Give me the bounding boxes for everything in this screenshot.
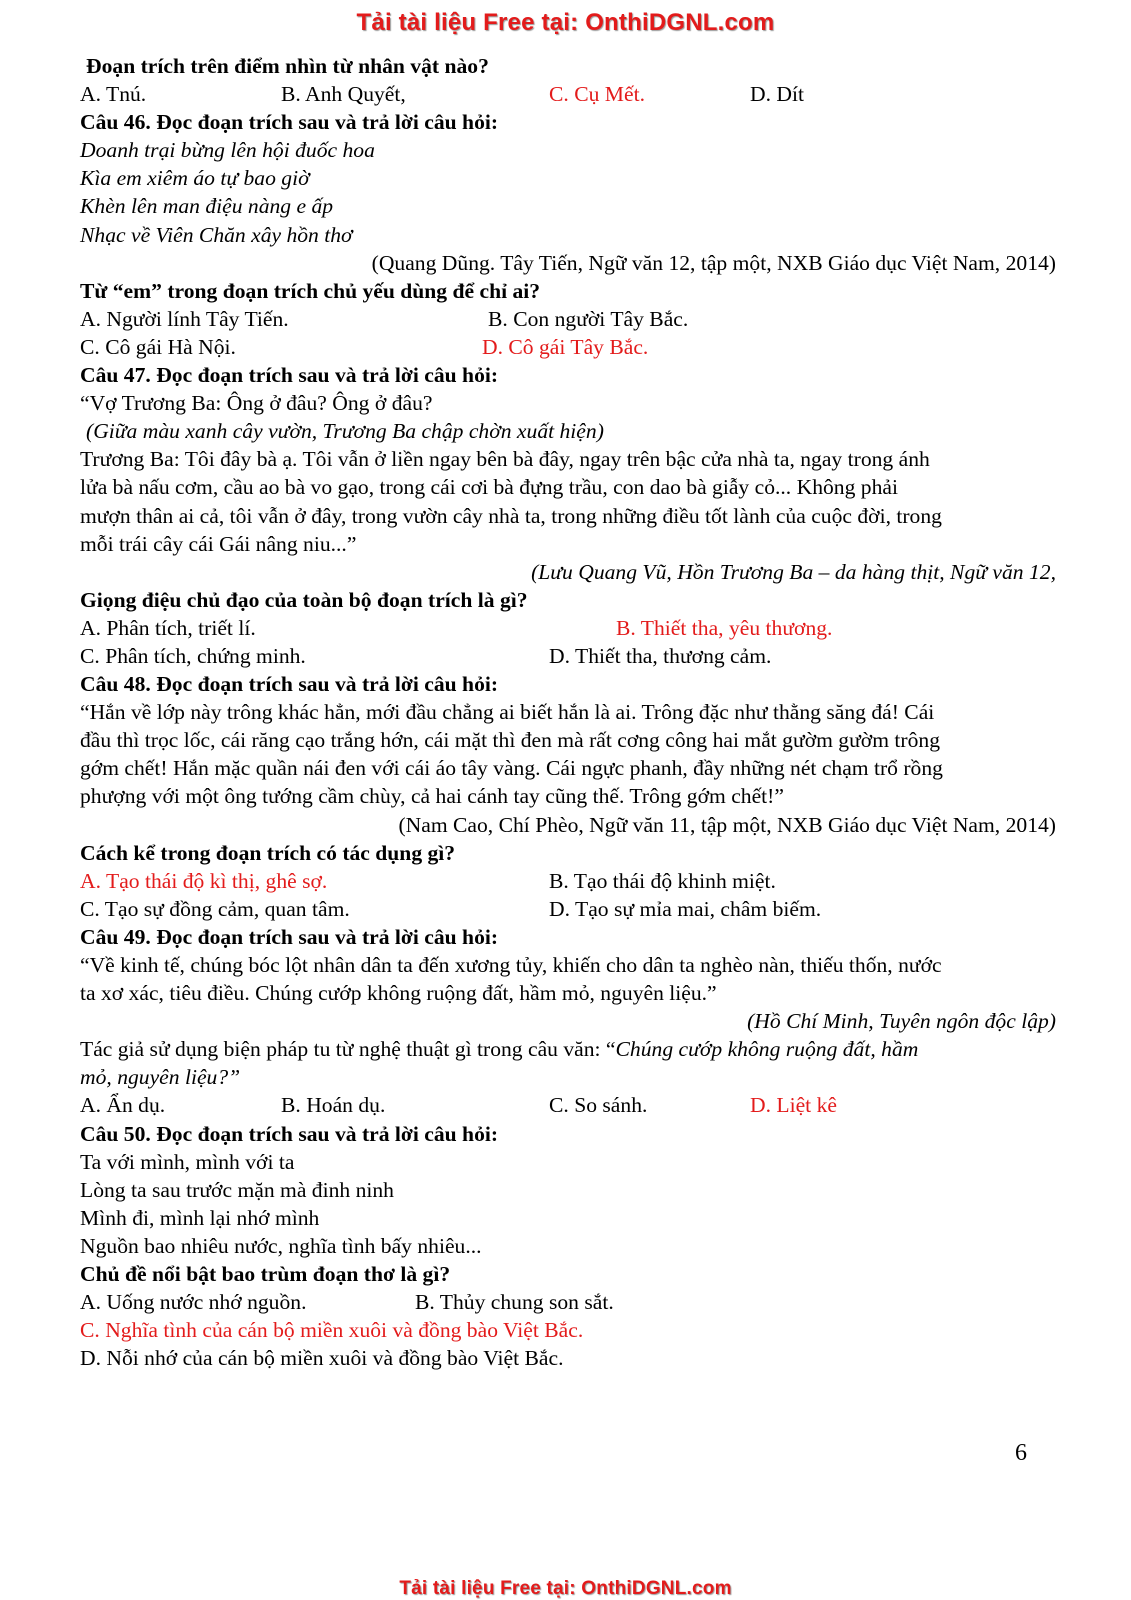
q49-option-d-answer: D. Liệt kê	[750, 1093, 837, 1118]
q49-question-text: Tác giả sử dụng biện pháp tu từ nghệ thuật gì trong câu văn: “	[80, 1037, 616, 1062]
q48-option-b: B. Tạo thái độ khinh miệt.	[549, 868, 776, 893]
q46-source: (Quang Dũng. Tây Tiến, Ngữ văn 12, tập một, NXB Giáo dục Việt Nam, 2014)	[371, 250, 1056, 275]
q46-poem-line: Nhạc về Viên Chăn xây hồn thơ	[80, 222, 353, 247]
q47-source: (Lưu Quang Vũ, Hồn Trương Ba – da hàng thịt, Ngữ văn 12,	[531, 559, 1056, 584]
q46-header: Câu 46. Đọc đoạn trích sau và trả lời câu hỏi:	[80, 110, 499, 135]
q50-question: Chủ đề nổi bật bao trùm đoạn thơ là gì?	[80, 1262, 451, 1287]
q47-option-c: C. Phân tích, chứng minh.	[80, 643, 306, 668]
q48-options-row1	[80, 867, 1056, 895]
q47-dialogue-line: Trương Ba: Tôi đây bà ạ. Tôi vẫn ở liền ngay bên bà đây, ngay trên bậc cửa nhà ta, ngay trong ánh	[80, 447, 930, 472]
q48-source: (Nam Cao, Chí Phèo, Ngữ văn 11, tập một, NXB Giáo dục Việt Nam, 2014)	[398, 812, 1056, 837]
q50-option-d: D. Nỗi nhớ của cán bộ miền xuôi và đồng bào Việt Bắc.	[80, 1346, 564, 1371]
q49-question-line	[80, 1035, 1056, 1063]
q47-option-b-answer: B. Thiết tha, yêu thương.	[616, 615, 833, 640]
q47-dialogue-line: lửa bà nấu cơm, cầu ao bà vo gạo, trong cái cơi bà đựng trầu, con dao bà giẫy cỏ... Không phải	[80, 475, 898, 500]
q47-question: Giọng điệu chủ đạo của toàn bộ đoạn trích là gì?	[80, 587, 528, 612]
document-body	[80, 52, 1056, 1372]
q47-header: Câu 47. Đọc đoạn trích sau và trả lời câu hỏi:	[80, 363, 499, 388]
q47-options-row2	[80, 642, 1056, 670]
q48-option-c: C. Tạo sự đồng cảm, quan tâm.	[80, 896, 350, 921]
q49-option-a: A. Ẩn dụ.	[80, 1093, 166, 1118]
q50-header: Câu 50. Đọc đoạn trích sau và trả lời câu hỏi:	[80, 1121, 499, 1146]
q45-option-c-answer: C. Cụ Mết.	[549, 82, 645, 107]
q45-option-a: A. Tnú.	[80, 82, 147, 107]
q47-option-d: D. Thiết tha, thương cảm.	[549, 643, 772, 668]
q46-poem-line: Kìa em xiêm áo tự bao giờ	[80, 166, 310, 191]
q48-question: Cách kể trong đoạn trích có tác dụng gì?	[80, 840, 456, 865]
q49-question-quote: Chúng cướp không ruộng đất, hầm	[615, 1037, 919, 1062]
q49-passage-line: ta xơ xác, tiêu điều. Chúng cướp không ruộng đất, hầm mỏ, nguyên liệu.”	[80, 981, 717, 1006]
q48-options-row2	[80, 895, 1056, 923]
q48-option-d: D. Tạo sự mỉa mai, châm biếm.	[549, 896, 822, 921]
q46-options-row1	[80, 305, 1056, 333]
q50-options-row1	[80, 1288, 1056, 1316]
q50-poem-line: Nguồn bao nhiêu nước, nghĩa tình bấy nhiêu...	[80, 1233, 482, 1258]
q47-dialogue-line: mượn thân ai cả, tôi vẫn ở đây, trong vườn cây nhà ta, trong những điều tốt lành của cuộc đời, trong	[80, 503, 942, 528]
q45-option-b: B. Anh Quyết,	[281, 82, 406, 107]
q50-option-b: B. Thủy chung son sắt.	[415, 1290, 614, 1315]
q49-header: Câu 49. Đọc đoạn trích sau và trả lời câu hỏi:	[80, 924, 499, 949]
q47-stage-direction: (Giữa màu xanh cây vườn, Trương Ba chập chờn xuất hiện)	[86, 419, 604, 444]
q48-passage-line: phượng với một ông tướng cầm chùy, cả hai cánh tay cũng thế. Trông gớm chết!”	[80, 784, 784, 809]
q45-options	[80, 80, 1056, 108]
q50-poem-line: Mình đi, mình lại nhớ mình	[80, 1205, 320, 1230]
q45-option-d: D. Dít	[750, 82, 804, 107]
q47-option-a: A. Phân tích, triết lí.	[80, 615, 256, 640]
q46-options-row2	[80, 333, 1056, 361]
header-banner[interactable]: Tải tài liệu Free tại: OnthiDGNL.com	[356, 9, 775, 36]
q46-option-a: A. Người lính Tây Tiến.	[80, 306, 289, 331]
q48-option-a-answer: A. Tạo thái độ kì thị, ghê sợ.	[80, 868, 328, 893]
q48-passage-line: gớm chết! Hắn mặc quần nái đen với cái áo tây vàng. Cái ngực phanh, đầy những nét chạm trổ rồng	[80, 756, 943, 781]
q46-option-d-answer: D. Cô gái Tây Bắc.	[482, 334, 649, 359]
q46-option-b: B. Con người Tây Bắc.	[488, 306, 689, 331]
q48-passage-line: đầu thì trọc lốc, cái răng cạo trắng hớn, cái mặt thì đen mà rất cơng công hai mắt gườm gườm trông	[80, 728, 940, 753]
page-number: 6	[1015, 1440, 1027, 1466]
q48-passage-line: “Hắn về lớp này trông khác hẳn, mới đầu chẳng ai biết hắn là ai. Trông đặc như thằng săng đá! Cái	[80, 700, 935, 725]
q50-poem-line: Ta với mình, mình với ta	[80, 1149, 295, 1174]
q46-poem-line: Khèn lên man điệu nàng e ấp	[80, 194, 334, 219]
footer-banner[interactable]: Tải tài liệu Free tại: OnthiDGNL.com	[399, 1578, 732, 1599]
q47-options-row1	[80, 614, 1056, 642]
q47-dialogue-line: mỗi trái cây cái Gái nâng niu...”	[80, 531, 357, 556]
q49-passage-line: “Về kinh tế, chúng bóc lột nhân dân ta đến xương tủy, khiến cho dân ta nghèo nàn, thiếu thốn, nước	[80, 953, 942, 977]
q49-source: (Hồ Chí Minh, Tuyên ngôn độc lập)	[747, 1009, 1056, 1034]
q49-option-c: C. So sánh.	[549, 1093, 648, 1118]
q50-option-c-answer: C. Nghĩa tình của cán bộ miền xuôi và đồng bào Việt Bắc.	[80, 1318, 584, 1343]
q46-poem-line: Doanh trại bừng lên hội đuốc hoa	[80, 138, 375, 163]
q49-option-b: B. Hoán dụ.	[281, 1093, 386, 1118]
q46-option-c: C. Cô gái Hà Nội.	[80, 334, 236, 359]
q46-question: Từ “em” trong đoạn trích chủ yếu dùng để chỉ ai?	[80, 278, 541, 303]
q48-header: Câu 48. Đọc đoạn trích sau và trả lời câu hỏi:	[80, 672, 499, 697]
q49-options	[80, 1091, 1056, 1119]
q49-question-quote-end: mỏ, nguyên liệu?”	[80, 1065, 241, 1090]
q50-poem-line: Lòng ta sau trước mặn mà đinh ninh	[80, 1177, 394, 1202]
q45-question: Đoạn trích trên điểm nhìn từ nhân vật nào?	[86, 54, 489, 78]
q47-dialogue-line: “Vợ Trương Ba: Ông ở đâu? Ông ở đâu?	[80, 391, 433, 416]
q50-option-a: A. Uống nước nhớ nguồn.	[80, 1290, 307, 1315]
